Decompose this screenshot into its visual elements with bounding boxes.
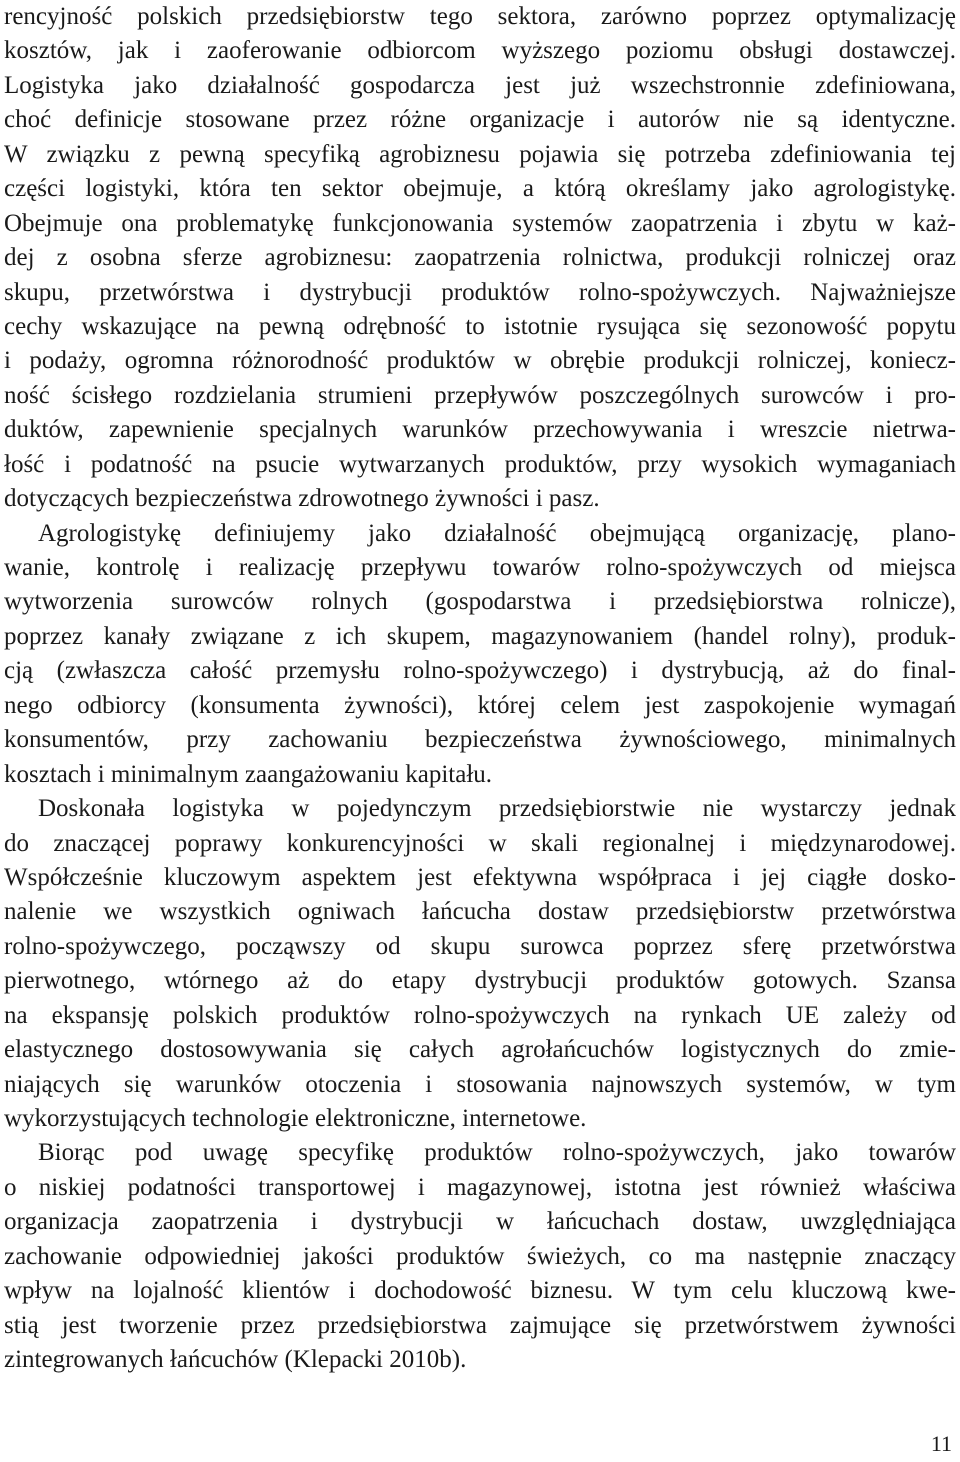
paragraph [4, 517, 956, 793]
text-line: stią jest tworzenie przez przedsiębiorstwa zajmujące się przetwórstwem żywności [4, 1311, 956, 1339]
text-line: ność ścisłego rozdzielania strumieni przepływów poszczególnych surowców i pro- [4, 381, 956, 409]
text-line: Logistyka jako działalność gospodarcza jest już wszechstronnie zdefiniowana, [4, 71, 956, 99]
text-line: W związku z pewną specyfiką agrobiznesu pojawia się potrzeba zdefiniowania tej [4, 140, 956, 168]
text-line: Agrologistykę definiujemy jako działalność obejmującą organizację, plano- [38, 519, 956, 547]
text-line: nego odbiorcy (konsumenta żywności), której celem jest zaspokojenie wymagań [4, 691, 956, 719]
text-line: części logistyki, która ten sektor obejmuje, a którą określamy jako agrologistykę. [4, 175, 956, 203]
text-line: pierwotnego, wtórnego aż do etapy dystrybucji produktów gotowych. Szansa [4, 967, 956, 995]
text-line: choć definicje stosowane przez różne organizacje i autorów nie są identyczne. [4, 106, 956, 134]
text-line: dotyczących bezpieczeństwa zdrowotnego żywności i pasz. [4, 485, 600, 513]
text-line: Doskonała logistyka w pojedynczym przedsiębiorstwie nie wystarczy jednak [38, 795, 956, 823]
text-line: o niskiej podatności transportowej i magazynowej, istotna jest również właściwa [4, 1173, 956, 1201]
paragraph [4, 0, 956, 517]
text-line: niających się warunków otoczenia i stosowania najnowszych systemów, w tym [4, 1070, 956, 1098]
text-line: Obejmuje ona problematykę funkcjonowania systemów zaopatrzenia i zbytu w każ- [4, 209, 956, 237]
text-line: organizacja zaopatrzenia i dystrybucji w łańcuchach dostaw, uwzględniająca [4, 1208, 956, 1236]
text-line: elastycznego dostosowywania się całych agrołańcuchów logistycznych do zmie- [4, 1036, 956, 1064]
text-line: kosztach i minimalnym zaangażowaniu kapitału. [4, 760, 493, 788]
text-line: cją (zwłaszcza całość przemysłu rolno-spożywczego) i dystrybucją, aż do final- [4, 657, 956, 685]
text-line: i podaży, ogromna różnorodność produktów w obrębie produkcji rolniczej, koniecz- [4, 347, 956, 375]
text-line: wpływ na lojalność klientów i dochodowość biznesu. W tym celu kluczową kwe- [4, 1277, 956, 1305]
text-line: skupu, przetwórstwa i dystrybucji produktów rolno-spożywczych. Najważniejsze [4, 278, 956, 306]
text-line: nalenie we wszystkich ogniwach łańcucha dostaw przedsiębiorstw przetwórstwa [4, 898, 956, 926]
text-line: zachowanie odpowiedniej jakości produktów świeżych, co ma następnie znaczący [4, 1242, 956, 1270]
text-line: rencyjność polskich przedsiębiorstw tego sektora, zarówno poprzez optymalizację [4, 3, 956, 30]
text-line: rolno-spożywczego, począwszy od skupu surowca poprzez sferę przetwórstwa [4, 932, 956, 960]
text-line: na ekspansję polskich produktów rolno-spożywczych na rynkach UE zależy od [4, 1001, 956, 1029]
page-number: 11 [930, 1431, 952, 1456]
text-line: wykorzystujących technologie elektroniczne, internetowe. [4, 1105, 587, 1132]
text-line: duktów, zapewnienie specjalnych warunków przechowywania i wreszcie nietrwa- [4, 416, 956, 444]
text-line: Współcześnie kluczowym aspektem jest efektywna współpraca i jej ciągłe dosko- [4, 863, 956, 891]
text-line: kosztów, jak i zaoferowanie odbiorcom wyższego poziomu obsługi dostawczej. [4, 37, 956, 65]
text-line: konsumentów, przy zachowaniu bezpieczeństwa żywnościowego, minimalnych [4, 726, 956, 754]
body-text [4, 0, 956, 1378]
paragraph [4, 1136, 956, 1377]
text-line: Biorąc pod uwagę specyfikę produktów rolno-spożywczych, jako towarów [38, 1139, 956, 1167]
text-line: poprzez kanały związane z ich skupem, magazynowaniem (handel rolny), produk- [4, 622, 956, 650]
text-line: wanie, kontrolę i realizację przepływu towarów rolno-spożywczych od miejsca [4, 554, 956, 581]
text-line: wytworzenia surowców rolnych (gospodarstwa i przedsiębiorstwa rolnicze), [4, 588, 956, 616]
text-line: cechy wskazujące na pewną odrębność to istotnie rysująca się sezonowość popytu [4, 312, 956, 340]
text-line: dej z osobna sferze agrobiznesu: zaopatrzenia rolnictwa, produkcji rolniczej oraz [4, 244, 956, 272]
text-line: zintegrowanych łańcuchów (Klepacki 2010b). [4, 1346, 467, 1374]
text-line: do znaczącej poprawy konkurencyjności w skali regionalnej i międzynarodowej. [4, 829, 956, 857]
text-line: łość i podatność na psucie wytwarzanych produktów, przy wysokich wymaganiach [4, 450, 956, 478]
paragraph [4, 792, 956, 1136]
